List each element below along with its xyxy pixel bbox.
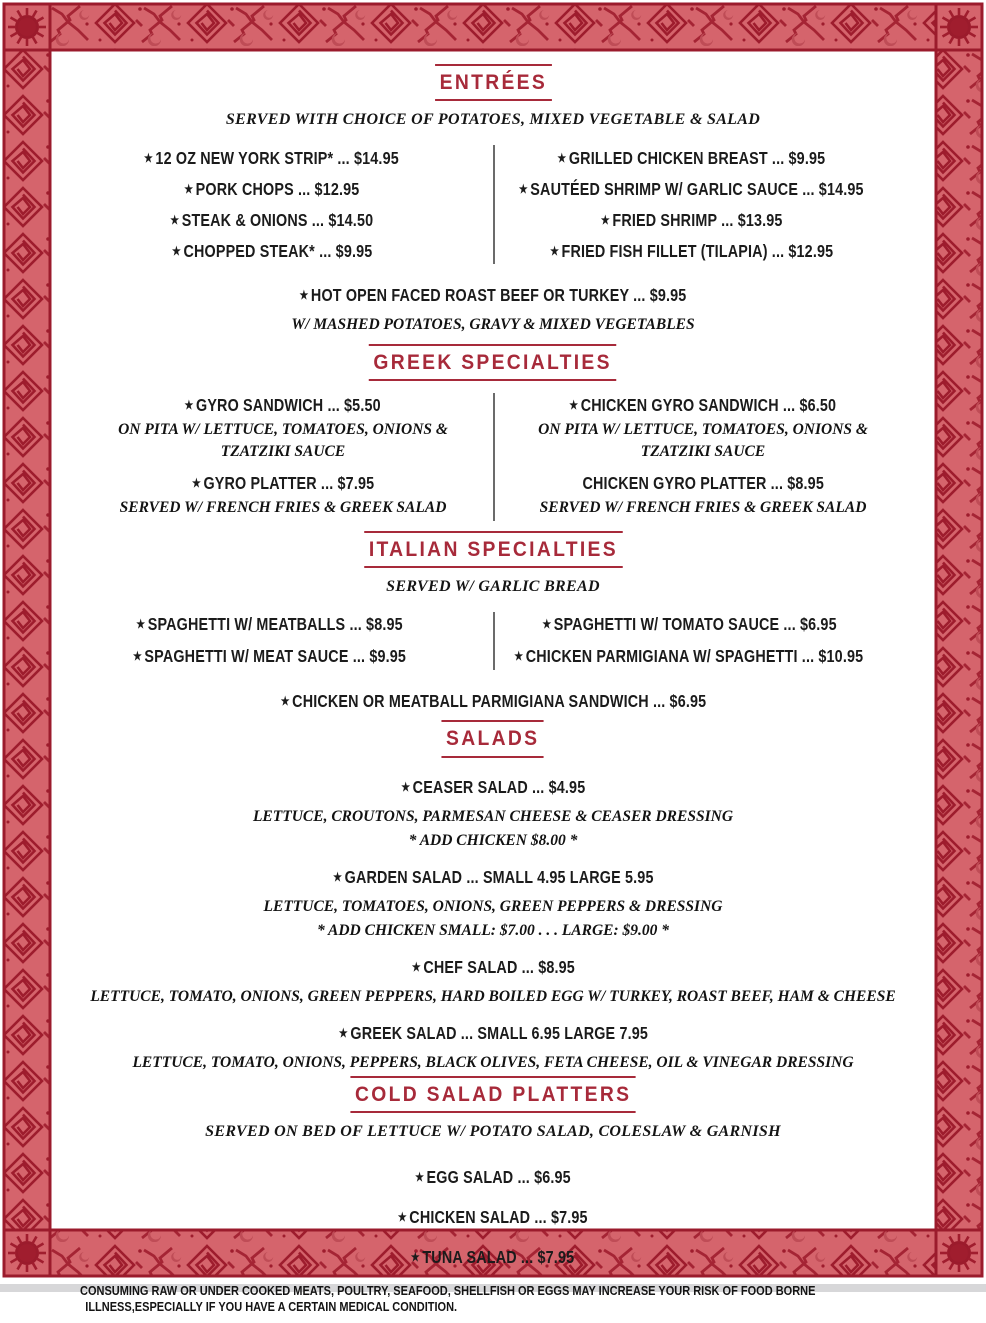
menu-item-text: ★ GYRO PLATTER ... $7.95 xyxy=(191,473,375,494)
star-icon: ★ xyxy=(519,182,529,197)
disclaimer-line: ILLNESS,ESPECIALLY IF YOU HAVE A CERTAIN MEDICAL CONDITION. xyxy=(85,1299,458,1314)
section-header-salads xyxy=(437,720,548,757)
menu-item-line xyxy=(84,210,459,232)
star-icon: ★ xyxy=(411,1249,421,1264)
section-header-italian xyxy=(353,531,634,568)
menu-item-text: ★ CHEF SALAD ... $8.95 xyxy=(411,956,575,977)
menu-item-text: ★ GRILLED CHICKEN BREAST ... $9.95 xyxy=(557,148,826,169)
section-title: ENTRÉES xyxy=(435,64,552,101)
menu-item-line xyxy=(84,646,454,668)
entrees-right-column xyxy=(475,139,908,272)
star-icon: ★ xyxy=(144,151,154,166)
star-icon: ★ xyxy=(557,151,567,166)
star-icon: ★ xyxy=(415,1169,425,1184)
greek-columns xyxy=(78,387,908,529)
menu-item-line xyxy=(78,1023,908,1045)
menu-item-line xyxy=(78,1167,908,1189)
menu-item-text: ★ SPAGHETTI W/ TOMATO SAUCE ... $6.95 xyxy=(542,614,837,635)
column-divider xyxy=(493,612,495,670)
star-icon: ★ xyxy=(398,1209,408,1224)
menu-item-text: ★ CHICKEN SALAD ... $7.95 xyxy=(398,1206,588,1227)
menu-item-text: ★ FRIED FISH FILLET (TILAPIA) ... $12.95 xyxy=(550,241,834,262)
menu-item-line xyxy=(78,867,908,889)
menu-item-line xyxy=(504,395,902,417)
menu-item-line xyxy=(78,285,908,307)
menu-item-text: ★ SPAGHETTI W/ MEATBALLS ... $8.95 xyxy=(135,614,403,635)
menu-item-line xyxy=(78,1207,908,1229)
menu-item-line xyxy=(481,210,902,232)
menu-item-line xyxy=(481,241,902,263)
star-icon: ★ xyxy=(600,213,610,228)
menu-item-line xyxy=(84,241,459,263)
menu-item-text: ★ PORK CHOPS ... $12.95 xyxy=(184,179,360,200)
star-icon: ★ xyxy=(332,869,342,884)
star-icon: ★ xyxy=(542,617,551,632)
star-icon: ★ xyxy=(550,244,560,259)
menu-item-description: LETTUCE, TOMATO, ONIONS, PEPPERS, BLACK OLIVES, FETA CHEESE, OIL & VINEGAR DRESSING xyxy=(132,1053,854,1071)
menu-item-text: ★ SAUTÉED SHRIMP W/ GARLIC SAUCE ... $14.95 xyxy=(519,179,865,200)
greek-left-column xyxy=(78,387,488,529)
menu-item-line xyxy=(78,777,908,799)
menu-item-description: SERVED W/ FRENCH FRIES & GREEK SALAD xyxy=(119,499,447,517)
menu-item-line xyxy=(78,957,908,979)
menu-item-line xyxy=(476,614,902,636)
food-safety-disclaimer xyxy=(78,1283,908,1323)
menu-item-line xyxy=(476,646,902,668)
star-icon: ★ xyxy=(338,1025,348,1040)
italian-left-column xyxy=(78,606,460,678)
menu-item-text: ★ GARDEN SALAD ... SMALL 4.95 LARGE 5.95 xyxy=(332,866,654,887)
section-subtitle: SERVED ON BED OF LETTUCE W/ POTATO SALAD, COLESLAW & GARNISH xyxy=(205,1122,781,1140)
section-subtitle: SERVED W/ GARLIC BREAD xyxy=(386,578,600,596)
section-header-entrees xyxy=(430,64,557,101)
menu-item-text: ★ CHICKEN OR MEATBALL PARMIGIANA SANDWICH ... $6.95 xyxy=(280,691,706,712)
italian-right-column xyxy=(470,606,908,678)
italian-center-item xyxy=(78,682,908,720)
menu-item-text: ★ HOT OPEN FACED ROAST BEEF OR TURKEY ... $9.95 xyxy=(299,285,687,306)
menu-item-description: ON PITA W/ LETTUCE, TOMATOES, ONIONS & TZATZIKI SAUCE xyxy=(538,421,868,461)
menu-item-note: * ADD CHICKEN SMALL: $7.00 . . . LARGE: $9.00 * xyxy=(316,921,670,939)
section-subtitle: SERVED WITH CHOICE OF POTATOES, MIXED VEGETABLE & SALAD xyxy=(225,111,761,129)
menu-item-text: ★ EGG SALAD ... $6.95 xyxy=(415,1166,571,1187)
section-title: ITALIAN SPECIALTIES xyxy=(364,531,622,568)
menu-item-text: ★ STEAK & ONIONS ... $14.50 xyxy=(170,210,374,231)
greek-right-column xyxy=(498,387,908,529)
star-icon: ★ xyxy=(132,649,142,664)
menu-item-text: ★ CHICKEN GYRO SANDWICH ... $6.50 xyxy=(569,395,837,416)
menu-item-text: ★ CHOPPED STEAK* ... $9.95 xyxy=(171,241,372,262)
menu-item-description: LETTUCE, TOMATO, ONIONS, GREEN PEPPERS, HARD BOILED EGG W/ TURKEY, ROAST BEEF, HAM & CHEESE xyxy=(90,987,896,1005)
star-icon: ★ xyxy=(135,617,145,632)
menu-item-line xyxy=(504,473,902,495)
menu-item-line xyxy=(84,148,459,170)
menu-item-text: ★ CEASER SALAD ... $4.95 xyxy=(400,776,586,797)
star-icon: ★ xyxy=(514,649,524,664)
menu-item-line xyxy=(84,395,482,417)
star-icon: ★ xyxy=(171,244,181,259)
menu-item-line xyxy=(481,179,902,201)
star-icon: ★ xyxy=(170,213,180,228)
section-title: COLD SALAD PLATTERS xyxy=(350,1076,635,1113)
entrees-columns xyxy=(78,139,908,272)
menu-content xyxy=(52,50,934,1314)
menu-item-line xyxy=(84,614,454,636)
menu-item-note: * ADD CHICKEN $8.00 * xyxy=(408,831,578,849)
menu-item-text: ★ GREEK SALAD ... SMALL 6.95 LARGE 7.95 xyxy=(338,1022,648,1043)
menu-item-text: ★ TUNA SALAD ... $7.95 xyxy=(411,1246,575,1267)
menu-item-line xyxy=(84,179,459,201)
menu-item-text: ★ SPAGHETTI W/ MEAT SAUCE ... $9.95 xyxy=(132,646,406,667)
menu-item-description: SERVED W/ FRENCH FRIES & GREEK SALAD xyxy=(539,499,867,517)
menu-item-line xyxy=(78,691,908,713)
star-icon: ★ xyxy=(191,476,201,491)
italian-columns xyxy=(78,606,908,678)
menu-item-line xyxy=(481,148,902,170)
menu-item-text: ★ CHICKEN PARMIGIANA W/ SPAGHETTI ... $10.95 xyxy=(514,646,864,667)
star-icon: ★ xyxy=(184,182,194,197)
entrees-left-column xyxy=(78,139,465,272)
menu-item-text: ★ 12 OZ NEW YORK STRIP* ... $14.95 xyxy=(144,148,400,169)
menu-item-line xyxy=(84,473,482,495)
disclaimer-line: CONSUMING RAW OR UNDER COOKED MEATS, POULTRY, SEAFOOD, SHELLFISH OR EGGS MAY INCREASE YOUR RISK OF FOOD BORNE xyxy=(80,1283,816,1298)
menu-item-text: ★ FRIED SHRIMP ... $13.95 xyxy=(600,210,783,231)
star-icon: ★ xyxy=(569,398,579,413)
menu-item-text: ★ GYRO SANDWICH ... $5.50 xyxy=(184,395,382,416)
entrees-center-item xyxy=(78,276,908,342)
menu-item-line xyxy=(78,1247,908,1269)
star-icon: ★ xyxy=(280,694,290,709)
menu-item-description: LETTUCE, CROUTONS, PARMESAN CHEESE & CEASER DRESSING xyxy=(252,807,734,825)
column-divider xyxy=(493,145,495,264)
star-icon: ★ xyxy=(299,288,309,303)
menu-item-text: CHICKEN GYRO PLATTER ... $8.95 xyxy=(582,473,824,494)
section-title: GREEK SPECIALTIES xyxy=(369,344,617,381)
star-icon: ★ xyxy=(184,398,194,413)
menu-item-description: LETTUCE, TOMATOES, ONIONS, GREEN PEPPERS & DRESSING xyxy=(263,897,723,915)
section-title: SALADS xyxy=(442,720,544,757)
section-header-greek xyxy=(358,344,627,381)
cold-platters-list xyxy=(78,1149,908,1283)
star-icon: ★ xyxy=(400,779,410,794)
section-header-cold-platters xyxy=(338,1076,648,1113)
star-icon: ★ xyxy=(411,959,421,974)
salads-list xyxy=(78,762,908,1076)
menu-item-description: ON PITA W/ LETTUCE, TOMATOES, ONIONS & TZATZIKI SAUCE xyxy=(118,421,448,461)
column-divider xyxy=(493,393,495,521)
menu-item-description: W/ MASHED POTATOES, GRAVY & MIXED VEGETABLES xyxy=(291,316,695,334)
